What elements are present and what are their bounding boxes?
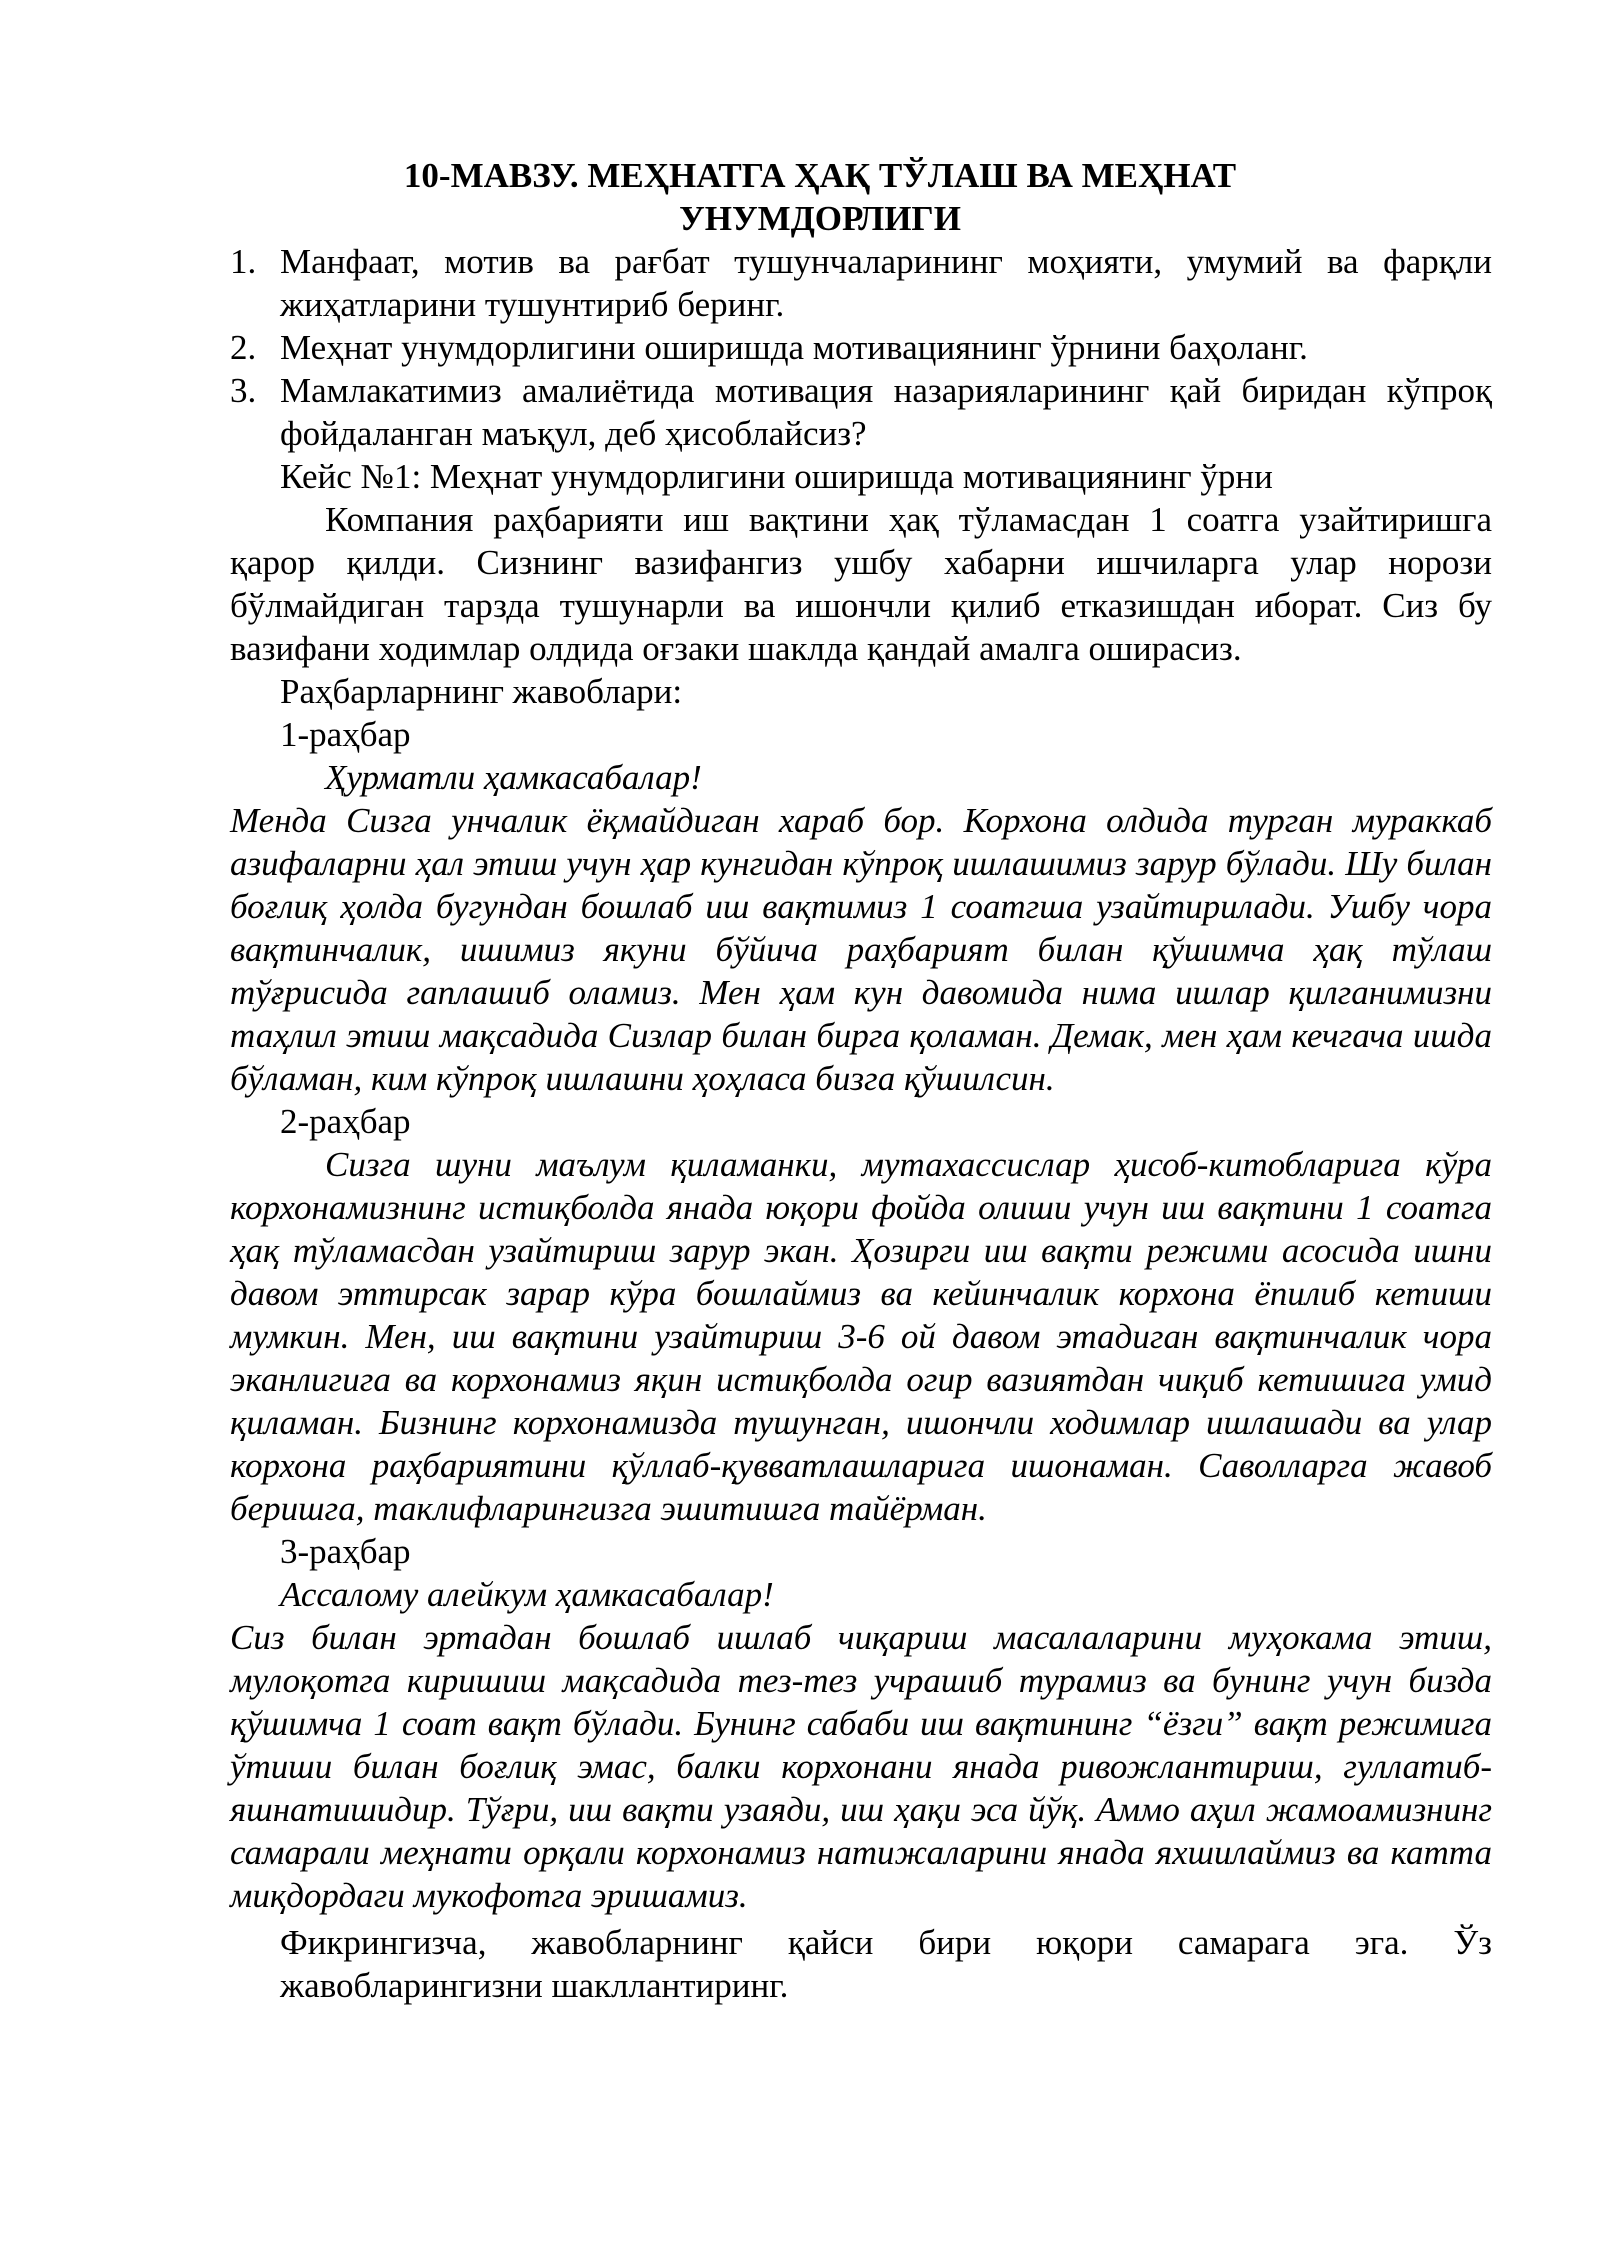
- answers-heading: Раҳбарларнинг жавоблари:: [280, 672, 683, 711]
- leader-1-greeting: Ҳурматли ҳамкасабалар!: [325, 758, 702, 797]
- closing-question: Фикрингизча, жавобларнинг қайси бири юқори самарага эга. Ўз жавобларингизни шакллантиринг.: [280, 1923, 1492, 2005]
- leader-1-text: Менда Сизга унчалик ёқмайдиган хараб бор. Корхона олдида турган мураккаб азифаларни ҳал этиш учун ҳар кунгидан кўпроқ ишлашимиз зарур бўлади. Шу билан боғлиқ ҳолда бугундан бошлаб иш вақтимиз 1 соатгша узайтирилади. Ушбу чора вақтинчалик, ишимиз якуни бўйича раҳбарият билан қўшимча ҳақ тўлаш тўғрисида гаплашиб оламиз. Мен ҳам кун давомида нима ишлар қилганимизни таҳлил этиш мақсадида Сизлар билан бирга қоламан. Демак, мен ҳам кечгача ишда бўламан, ким кўпроқ ишлашни ҳоҳласа бизга қўшилсин.: [230, 801, 1492, 1098]
- leader-2-label: 2-раҳбар: [280, 1102, 411, 1141]
- leader-1-label: 1-раҳбар: [280, 715, 411, 754]
- question-item: [230, 369, 1492, 455]
- leader-3-greeting: Ассалому алейкум ҳамкасабалар!: [280, 1575, 774, 1614]
- document-body: [230, 240, 1492, 2007]
- leader-2-text: Сизга шуни маълум қиламанки, мутахассислар ҳисоб-китобларига кўра корхонамизнинг истиқболда янада юқори фойда олиши учун иш вақтини 1 соатга ҳақ тўламасдан узайтириш зарур экан. Ҳозирги иш вақти режими асосида ишни давом эттирсак зарар кўра бошлаймиз ва кейинчалик корхона ёпилиб кетиши мумкин. Мен, иш вақтини узайтириш 3-6 ой давом этадиган вақтинчалик чора эканлигига ва корхонамиз яқин истиқболда огир вазиятдан чиқиб кетишига умид қиламан. Бизнинг корхонамизда тушунган, ишончли ходимлар ишлашади ва улар корхона раҳбариятини қўллаб-қувватлашларига ишонаман. Саволларга жавоб беришга, таклифларингизга эшитишга тайёрман.: [230, 1145, 1492, 1528]
- case-body: Компания раҳбарияти иш вақтини ҳақ тўламасдан 1 соатга узайтиришга қарор қилди. Сизнинг вазифангиз ушбу хабарни ишчиларга улар норози бўлмайдиган тарзда тушунарли ва ишончли қилиб етказишдан иборат. Сиз бу вазифани ходимлар олдида оғзаки шаклда қандай амалга оширасиз.: [230, 500, 1492, 668]
- question-text: Манфаат, мотив ва рағбат тушунчаларининг моҳияти, умумий ва фарқли жиҳатларини тушунтириб беринг.: [280, 242, 1492, 324]
- question-number: 2.: [230, 328, 257, 367]
- question-item: [230, 326, 1492, 369]
- question-text: Мамлакатимиз амалиётида мотивация назарияларининг қай биридан кўпроқ фойдаланган маъқул, деб ҳисоблайсиз?: [280, 371, 1492, 453]
- document-title-line2: УНУМДОРЛИГИ: [679, 199, 961, 238]
- document-title-line1: 10-МАВЗУ. МЕҲНАТГА ҲАҚ ТЎЛАШ ВА МЕҲНАТ: [403, 156, 1237, 195]
- question-item: [230, 240, 1492, 326]
- question-text: Меҳнат унумдорлигини оширишда мотивациянинг ўрнини баҳоланг.: [280, 328, 1308, 367]
- leader-3-text: Сиз билан эртадан бошлаб ишлаб чиқариш масалаларини муҳокама этиш, мулоқотга киришиш мақсадида тез-тез учрашиб турамиз ва бунинг учун бизда қўшимча 1 соат вақт бўлади. Бунинг сабаби иш вақтининг “ёзги” вақт режимига ўтиши билан боғлиқ эмас, балки корхонани янада ривожлантириш, гуллатиб-яшнатишидир. Тўғри, иш вақти узаяди, иш ҳақи эса йўқ. Аммо аҳил жамоамизнинг самарали меҳнати орқали корхонамиз натижаларини янада яхшилаймиз ва катта миқдордаги мукофотга эришамиз.: [230, 1618, 1492, 1915]
- case-heading: Кейс №1: Меҳнат унумдорлигини оширишда мотивациянинг ўрни: [280, 457, 1273, 496]
- question-number: 3.: [230, 371, 257, 410]
- question-number: 1.: [230, 242, 257, 281]
- leader-3-label: 3-раҳбар: [280, 1532, 411, 1571]
